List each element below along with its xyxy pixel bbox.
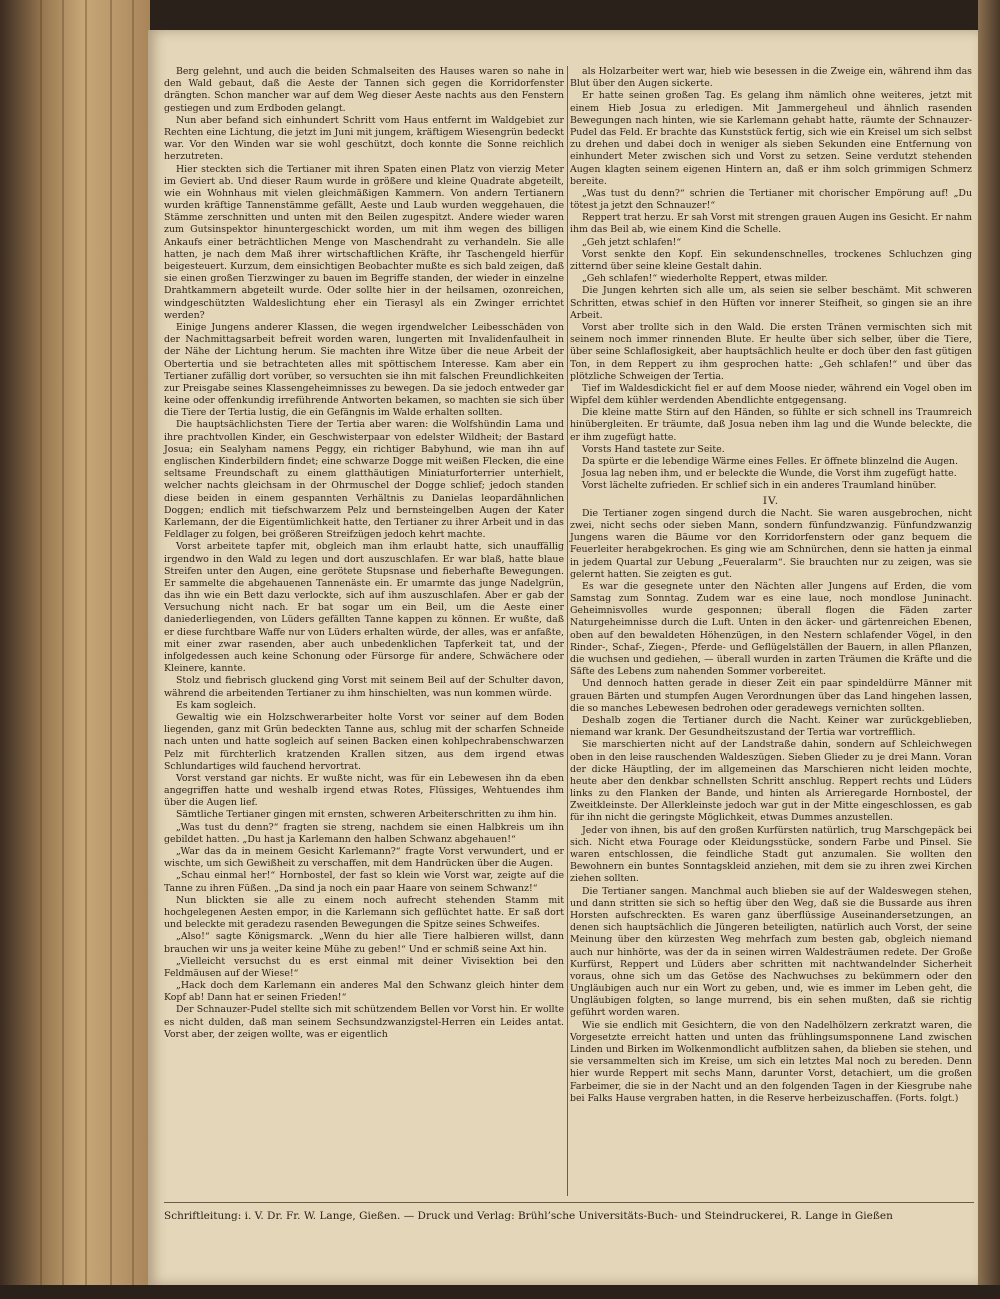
book-binding <box>0 0 150 1299</box>
paragraph: Gewaltig wie ein Holzschwerarbeiter holte Vorst vor seiner auf dem Boden liegenden, ganz mit Grün bedeckten Tanne aus, schlug mit der scharfen Schneide nach unten und hatte sogleich auf seinen Backen einen kohlpechrabenschwarzen Pelz mit fürchterlich kratzenden Krallen sitzen, aus dem irgend etwas Schlundartiges wild fauchend hervortrat. <box>164 711 564 772</box>
paragraph: „Schau einmal her!“ Hornbostel, der fast so klein wie Vorst war, zeigte auf die Tanne zu ihren Füßen. „Da sind ja noch ein paar Haare von seinem Schwanz!“ <box>164 870 564 894</box>
paragraph: Die Jungen kehrten sich alle um, als seien sie selber beschämt. Mit schweren Schritten, etwas schief in den Hüften vor innerer Steifheit, so gingen sie an ihre Arbeit. <box>570 285 972 321</box>
paragraph: Sämtliche Tertianer gingen mit ernsten, schweren Arbeiterschritten zu ihm hin. <box>176 809 557 821</box>
paragraph: Vorst verstand gar nichts. Er wußte nicht, was für ein Lebewesen ihn da eben angegriffen hatte und weshalb irgend etwas Rotes, Flüssiges, Wehtuendes ihm über die Augen lief. <box>164 772 564 809</box>
paragraph: Vorsts Hand tastete zur Seite. <box>582 443 725 455</box>
imprint-footer: Schriftleitung: i. V. Dr. Fr. W. Lange, Gießen. — Druck und Verlag: Brühl’sche Universitäts-Buch- und Steindruckerei, R. Lange in Gießen <box>164 1210 893 1222</box>
paragraph: Und dennoch hatten gerade in dieser Zeit ein paar spindeldürre Männer mit grauen Bärten und stumpfen Augen Verordnungen über das Land hingehen lassen, die so manches Lebewesen bedrohen oder geradewegs vernichten sollten. <box>570 678 972 714</box>
paragraph: „Geh schlafen!“ wiederholte Reppert, etwas milder. <box>582 273 828 285</box>
paragraph: Nun blickten sie alle zu einem noch aufrecht stehenden Stamm mit hochgelegenen Aesten empor, in die Karlemann sich geflüchtet hatte. Er saß dort und beleckte mit geradezu rasenden Bewegungen die Spitze seines Schweifes. <box>164 894 564 931</box>
paragraph: Berg gelehnt, und auch die beiden Schmalseiten des Hauses waren so nahe in den Wald gebaut, daß die Aeste der Tannen sich gegen die Korridorfenster drängten. Schon mancher war auf dem Weg dieser Aeste nachts aus den Fenstern gestiegen und zum Erdboden gelangt. <box>164 66 564 114</box>
paragraph: Die Tertianer zogen singend durch die Nacht. Sie waren ausgebrochen, nicht zwei, nicht sechs oder sieben Mann, sondern fünfundzwanzig. Fünfundzwanzig Jungens waren die Bäume vor den Korridorfenstern oder ganz bequem die Feuerleiter herabgekrochen. Es ging wie am Schnürchen, denn sie hatten ja einmal in jedem Quartal zur Uebung „Feueralarm“. Sie brauchten nur zu zeigen, was sie gelernt hatten. Sie zeigten es gut. <box>570 507 972 580</box>
column-divider <box>567 66 568 1196</box>
paragraph: als Holzarbeiter wert war, hieb wie besessen in die Zweige ein, während ihm das Blut über den Augen sickerte. <box>570 66 972 90</box>
paragraph: Vorst lächelte zufrieden. Er schlief sich in ein anderes Traumland hinüber. <box>582 480 937 492</box>
paragraph: Wie sie endlich mit Gesichtern, die von den Nadelhölzern zerkratzt waren, die Vorgesetzte erreicht hatten und unten das frühlingsumsponnene Land zwischen Linden und Birken im Wolkenmondlicht aufblitzen sahen, da blieben sie stehen, und sie versammelten sich im Kreise, um sich ein letztes Mal noch zu bereden. Denn hier wurde Reppert mit sechs Mann, darunter Vorst, detachiert, um die großen Farbeimer, die sie in der Nacht und an den folgenden Tagen in der Kiesgrube nahe bei Falks Hause vergraben hatten, in die Reserve herbeizuschaffen. (Forts. folgt.) <box>570 1019 972 1104</box>
right-column <box>570 66 972 1105</box>
paragraph: Die kleine matte Stirn auf den Händen, so fühlte er sich schnell ins Traumreich hinübergleiten. Er träumte, daß Josua neben ihm lag und die Wunde beleckte, die er ihm zugefügt hatte. <box>570 407 972 443</box>
paragraph: Es war die gesegnete unter den Nächten aller Jungens auf Erden, die vom Samstag zum Sonntag. Zudem war es eine laue, noch mondlose Juninacht. Geheimnisvolles wurde gesponnen; überall flogen die Fäden zarter Naturgeheimnisse durch die Luft. Unten in den äcker- und gärtenreichen Ebenen, oben auf den bewaldeten Höhenzügen, in den Nestern schlafender Vögel, in den Rinder-, Schaf-, Ziegen-, Pferde- und Geflügelställen der Bauern, in allen Pflanzen, die wuchsen und gediehen, — überall wurden in zarten Träumen die Kräfte und die Säfte des Lebens zum nahenden Sommer vorbereitet. <box>570 580 972 678</box>
right-column-part2 <box>570 508 972 1105</box>
paragraph: Deshalb zogen die Tertianer durch die Nacht. Keiner war zurückgeblieben, niemand war krank. Der Gesundheitszustand der Tertia war vortrefflich. <box>570 714 972 739</box>
paragraph: Reppert trat herzu. Er sah Vorst mit strengen grauen Augen ins Gesicht. Er nahm ihm das Beil ab, wie einem Kind die Schelle. <box>570 212 972 236</box>
left-column <box>164 66 564 1041</box>
paragraph: Es kam sogleich. <box>176 699 257 711</box>
paragraph: Tief im Waldesdickicht fiel er auf dem Moose nieder, während ein Vogel oben im Wipfel dem kühler werdenden Abendlichte entgegensang. <box>570 382 972 407</box>
paragraph: „War das da in meinem Gesicht Karlemann?“ fragte Vorst verwundert, und er wischte, um sich Gewißheit zu verschaffen, mit dem Handrücken über die Augen. <box>164 846 564 870</box>
paragraph: Jeder von ihnen, bis auf den großen Kurfürsten natürlich, trug Marschgepäck bei sich. Nicht etwa Fourage oder Kleidungsstücke, sondern Farbe und Pinsel. Sie waren entschlossen, die feindliche Stadt gut anzumalen. Sie wollten den Bewohnern ein buntes Sonntagskleid anziehen, mit dem sie zu ihren zwei Kirchen ziehen sollten. <box>570 824 972 885</box>
section-heading: IV. <box>762 494 780 507</box>
scan-border <box>0 1285 1000 1299</box>
paragraph: „Vielleicht versuchst du es erst einmal mit deiner Vivisektion bei den Feldmäusen auf der Wiese!“ <box>164 955 564 979</box>
paragraph: Vorst aber trollte sich in den Wald. Die ersten Tränen vermischten sich mit seinem noch immer rinnenden Blute. Er heulte über sich selber, über die Tiere, über seine Schlaflosigkeit, aber hauptsächlich heulte er doch über den fast gütigen Ton, in dem Reppert zu ihm gesprochen hatte: „Geh schlafen!“ und über das plötzliche Schweigen der Tertia. <box>570 321 972 382</box>
paragraph: „Was tust du denn?“ schrien die Tertianer mit chorischer Empörung auf! „Du tötest ja jetzt den Schnauzer!“ <box>570 187 972 212</box>
paragraph: „Hack doch dem Karlemann ein anderes Mal den Schwanz gleich hinter dem Kopf ab! Dann hat er seinen Frieden!“ <box>164 980 564 1004</box>
paragraph: Josua lag neben ihm, und er beleckte die Wunde, die Vorst ihm zugefügt hatte. <box>582 468 957 480</box>
paragraph: Die Tertianer sangen. Manchmal auch blieben sie auf der Waldeswegen stehen, und dann stritten sie sich so heftig über den Weg, daß sie die Bussarde aus ihren Horsten aufschreckten. Es waren ganz überflüssige Auseinandersetzungen, an denen sich hauptsächlich die Jüngeren beteiligten, natürlich auch Vorst, der seine Meinung über den kürzesten Weg mehrfach zum besten gab, obgleich niemand auch nur hinhörte, was der da in seinen wirren Waldesträumen redete. Der Große Kurfürst, Reppert und Lüders aber schritten mit nachtwandelnder Sicherheit voraus, ohne sich um das Getöse des Nachwuchses zu bekümmern oder den Ungläubigen auch nur ein Wort zu geben, und, wie es immer im Leben geht, die Ungläubigen folgten, so lange murrend, bis ein sehen mußten, daß sie richtig geführt worden waren. <box>570 885 972 1019</box>
paragraph: Einige Jungens anderer Klassen, die wegen irgendwelcher Leibesschäden von der Nachmittagsarbeit befreit worden waren, lungerten mit Invalidenfaulheit in der Nähe der Lichtung herum. Sie machten ihre Witze über die neue Arbeit der Obertertia und sie betrachteten alles mit spöttischem Interesse. Kam aber ein Tertianer zufällig dort vorüber, so versuchten sie ihn mit falschen Freundlichkeiten zur Preisgabe seines Klassengeheimnisses zu bewegen. Da sie jedoch entweder gar keine oder offenkundig irreführende Antworten bekamen, so machten sie sich über die Tiere der Tertia lustig, die ein Gefängnis im Walde erhalten sollten. <box>164 321 564 419</box>
paragraph: Vorst senkte den Kopf. Ein sekundenschnelles, trockenes Schluchzen ging zitternd über seine kleine Gestalt dahin. <box>570 248 972 272</box>
paragraph: Er hatte seinen großen Tag. Es gelang ihm nämlich ohne weiteres, jetzt mit einem Hieb Josua zu erledigen. Mit Jammergeheul und ähnlich rasenden Bewegungen nach hinten, wie sie Karlemann gehabt hatte, räumte der Schnauzer-Pudel das Feld. Er brachte das Kunststück fertig, sich wie ein Kreisel um sich selbst zu drehen und dabei doch in weniger als sieben Sekunden eine Entfernung von einhundert Meter zwischen sich und Vorst zu setzen. Seine verdutzt stehenden Augen klagten seinem eigenen Hintern an, daß er ihm solch grimmigen Schmerz bereite. <box>570 90 972 187</box>
paragraph: Sie marschierten nicht auf der Landstraße dahin, sondern auf Schleichwegen oben in den leise rauschenden Waldeszügen. Sieben Glieder zu je drei Mann. Voran der dicke Häuptling, der im allgemeinen das Marschieren nicht leiden mochte, heute aber den denkbar schnellsten Schritt anschlug. Reppert rechts und Lüders links zu den Flanken der Bande, und hinten als Arrieregarde Hornbostel, der Zweitkleinste. Der Allerkleinste jedoch war gut in der Mitte eingeschlossen, es gab für ihn nicht die geringste Möglichkeit, etwas Dummes anzustellen. <box>570 739 972 824</box>
paragraph: Vorst arbeitete tapfer mit, obgleich man ihm erlaubt hatte, sich unauffällig irgendwo in den Wald zu legen und dort auszuschlafen. Er war blaß, hatte blaue Streifen unter den Augen, eine gerötete Stupsnase und fieberhafte Bewegungen. Er sammelte die abgehauenen Tannenäste ein. Er umarmte das junge Nadelgrün, das ihn wie ein Bett dazu verlockte, sich auf ihm auszuschlafen. Aber er gab der Versuchung nicht nach. Er bat sogar um ein Beil, um die Aeste einer daniederliegenden, von Lüders gefällten Tanne kappen zu können. Er wußte, daß er diese furchtbare Waffe nur von Lüders erhalten würde, der alles, was er anfaßte, mit einer zwar rasenden, aber auch unbedenklichen Tapferkeit tat, und der infolgedessen auch keine Schonung oder Fürsorge für andere, Schwächere oder Kleinere, kannte. <box>164 541 564 675</box>
newspaper-page <box>148 30 978 1285</box>
paragraph: Nun aber befand sich einhundert Schritt vom Haus entfernt im Waldgebiet zur Rechten eine Lichtung, die jetzt im Juni mit jungem, kräftigem Wiesengrün bedeckt war. Vor den Winden war sie wohl geschützt, doch konnte die Sonne reichlich herzutreten. <box>164 114 564 163</box>
paragraph: Die hauptsächlichsten Tiere der Tertia aber waren: die Wolfshündin Lama und ihre prachtvollen Kinder, ein Geschwisterpaar von edelster Wildheit; der Bastard Josua; ein Sealyham namens Peggy, ein richtiger Babyhund, wie man ihn auf englischen Kinderbildern findet; eine schwarze Dogge mit weißen Flecken, die eine seltsame Freundschaft zu einem glatthäutigen Miniaturforterrier unterhielt, welcher nachts gleichsam in der Ohrmuschel der Dogge schlief; jedoch standen diese beiden in einem gespannten Verhältnis zu Danielas leopardähnlichen Doggen; endlich mit tiefschwarzem Pelz und bernsteingelben Augen der Kater Karlemann, der die Eigentümlichkeit hatte, den Tertianer zu ihrer Arbeit und in das Feldlager zu folgen, bei größeren Streifzügen jedoch kehrt machte. <box>164 419 564 541</box>
paragraph: „Was tust du denn?“ fragten sie streng, nachdem sie einen Halbkreis um ihn gebildet hatten. „Du hast ja Karlemann den halben Schwanz abgehauen!“ <box>164 821 564 845</box>
paragraph: „Also!“ sagte Königsmarck. „Wenn du hier alle Tiere halbieren willst, dann brauchen wir uns ja weiter keine Mühe zu geben!“ Und er schmiß seine Axt hin. <box>164 931 564 955</box>
paragraph: „Geh jetzt schlafen!“ <box>582 236 682 248</box>
footer-rule <box>164 1202 974 1203</box>
paragraph: Der Schnauzer-Pudel stellte sich mit schützendem Bellen vor Vorst hin. Er wollte es nicht dulden, daß man seinem Sechsundzwanzigstel-Herren ein Leides antat. Vorst aber, der zeigen wollte, was er eigentlich <box>164 1004 564 1040</box>
paragraph: Hier steckten sich die Tertianer mit ihren Spaten einen Platz von vierzig Meter im Geviert ab. Und dieser Raum wurde in größere und kleine Quadrate abgeteilt, wie ein Wohnhaus mit vielen gleichmäßigen Kammern. Von andern Tertianern wurden kräftige Tannenstämme gefällt, Aeste und Laub wurden weggehauen, die Stämme zerschnitten und unten mit den Beilen zugespitzt. Andere wieder waren zum Gutsinspektor hinuntergeschickt worden, um mit ihm wegen des billigen Ankaufs einer beträchtlichen Menge von Maschendraht zu verhandeln. Sie alle hatten, je nach dem Maß ihrer wirtschaftlichen Kräfte, ihr Taschengeld hierfür beigesteuert. Kurzum, dem einsichtigen Beobachter mußte es sich bald zeigen, daß sie einen großen Tierzwinger zu bauen im Begriffe standen, der wieder in einzelne Drahtkammern abgeteilt wurde. Oder sollte hier in der heilsamen, ozonreichen, windgeschützten Waldeslichtung eher ein Tierasyl als ein Zwinger errichtet werden? <box>164 163 564 321</box>
page-edge-right <box>978 0 1000 1299</box>
paragraph: Da spürte er die lebendige Wärme eines Felles. Er öffnete blinzelnd die Augen. <box>582 456 958 467</box>
right-column-part1 <box>570 66 972 493</box>
paragraph: Stolz und fiebrisch gluckend ging Vorst mit seinem Beil auf der Schulter davon, während die arbeitenden Tertianer zu ihm hinschielten, was nun kommen würde. <box>164 675 564 699</box>
